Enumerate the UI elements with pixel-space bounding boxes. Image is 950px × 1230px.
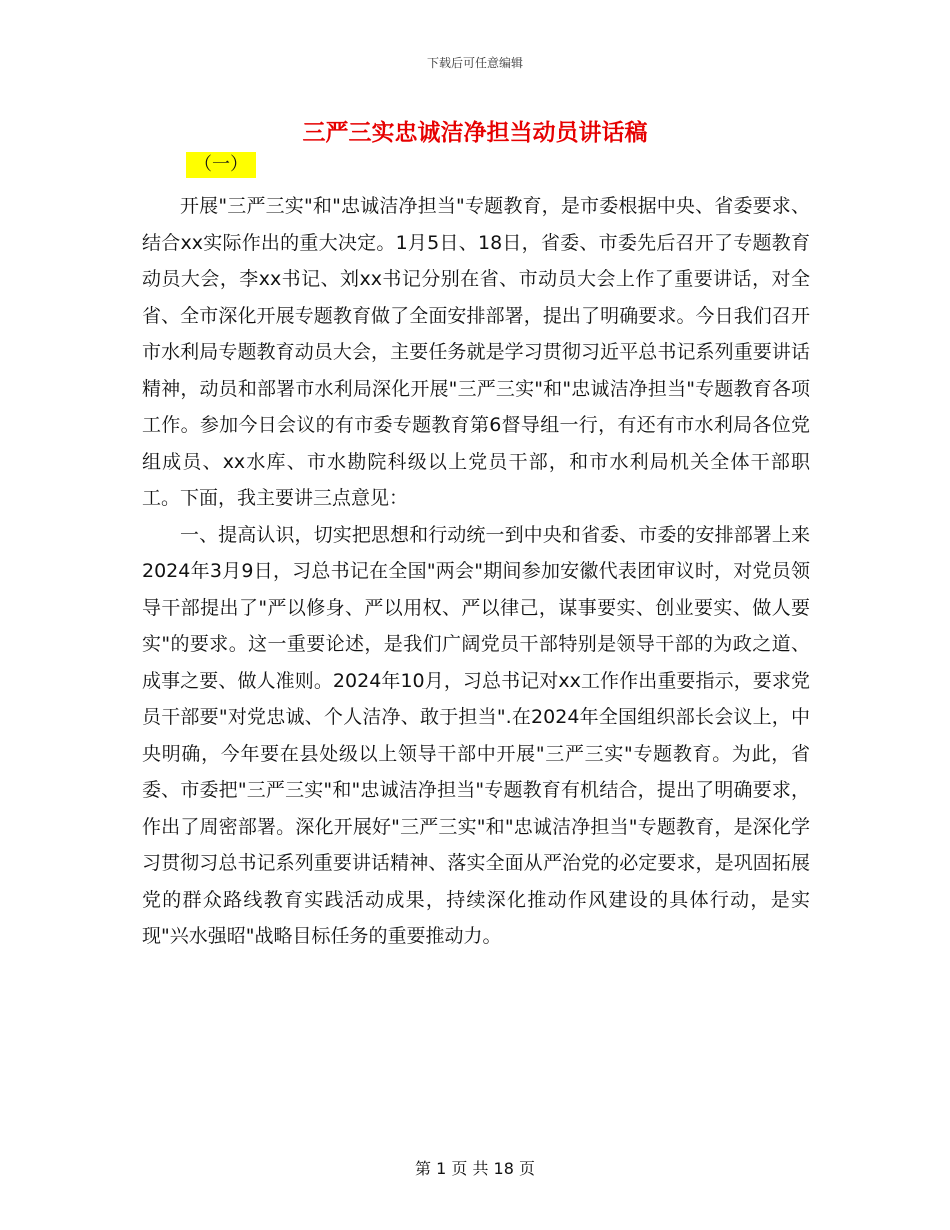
document-body <box>142 188 810 955</box>
document-title: 三严三实忠诚洁净担当动员讲话稿 <box>302 120 648 146</box>
page-footer: 第 1 页 共 18 页 <box>415 1159 535 1178</box>
header-note: 下载后可任意编辑 <box>426 56 523 70</box>
paragraph-section-one: 一、提高认识，切实把思想和行动统一到中央和省委、市委的安排部署上来2024年3月9日，习总书记在全国"两会"期间参加安徽代表团审议时，对党员领导干部提出了"严以修身、严以用权、严以律己，谋事要实、创业要实、做人要实"的要求。这一重要论述，是我们广阔党员干部特别是领导干部的为政之道、成事之要、做人准则。2024年10月，习总书记对xx工作作出重要指示，要求党员干部要"对党忠诚、个人洁净、敢于担当".在2024年全国组织部长会议上，中央明确，今年要在县处级以上领导干部中开展"三严三实"专题教育。为此，省委、市委把"三严三实"和"忠诚洁净担当"专题教育有机结合，提出了明确要求，作出了周密部署。深化开展好"三严三实"和"忠诚洁净担当"专题教育，是深化学习贯彻习总书记系列重要讲话精神、落实全面从严治党的必定要求，是巩固拓展党的群众路线教育实践活动成果，持续深化推动作风建设的具体行动，是实现"兴水强昭"战略目标任务的重要推动力。 <box>142 523 810 947</box>
section-mark-highlight: （一） <box>186 152 256 178</box>
paragraph-intro: 开展"三严三实"和"忠诚洁净担当"专题教育，是市委根据中央、省委要求、结合xx实际作出的重大决定。1月5日、18日，省委、市委先后召开了专题教育动员大会，李xx书记、刘xx书记分别在省、市动员大会上作了重要讲话，对全省、全市深化开展专题教育做了全面安排部署，提出了明确要求。今日我们召开市水利局专题教育动员大会，主要任务就是学习贯彻习近平总书记系列重要讲话精神，动员和部署市水利局深化开展"三严三实"和"忠诚洁净担当"专题教育各项工作。参加今日会议的有市委专题教育第6督导组一行，有还有市水利局各位党组成员、xx水库、市水勘院科级以上党员干部，和市水利局机关全体干部职工。下面，我主要讲三点意见： <box>142 195 810 509</box>
